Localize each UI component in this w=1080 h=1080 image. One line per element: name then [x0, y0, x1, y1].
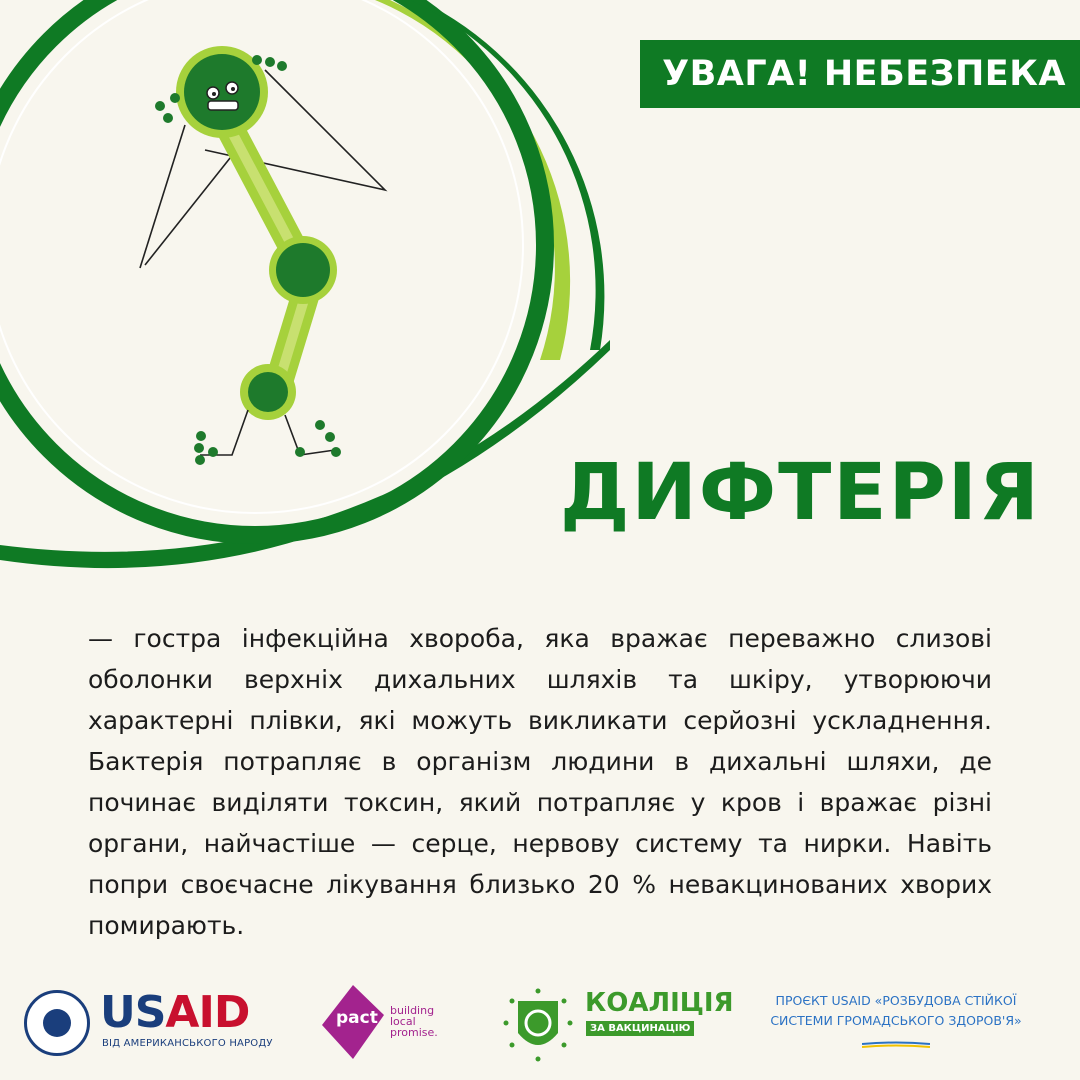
project-caption-line-1: ПРОЄКТ USAID «РОЗБУДОВА СТІЙКОЇ	[775, 993, 1017, 1008]
pact-tagline: building local promise.	[390, 1004, 438, 1039]
warning-banner-text: УВАГА! НЕБЕЗПЕКА	[662, 54, 1066, 94]
coalition-logo-icon	[500, 987, 576, 1063]
page-title: ДИФТЕРІЯ	[560, 448, 1041, 538]
usaid-seal-icon	[24, 990, 90, 1056]
project-flag-line-icon	[862, 1041, 930, 1049]
usaid-logo	[100, 987, 250, 1038]
usaid-logo-us: US	[100, 987, 166, 1038]
pact-logo: pact	[336, 1008, 378, 1028]
project-caption-line-2: СИСТЕМИ ГРОМАДСЬКОГО ЗДОРОВ'Я»	[770, 1013, 1022, 1028]
coalition-logo: КОАЛІЦІЯ	[585, 988, 734, 1018]
coalition-subtitle: ЗА ВАКЦИНАЦІЮ	[586, 1021, 694, 1036]
warning-banner	[640, 40, 1080, 108]
project-caption	[746, 991, 1046, 1031]
usaid-subtitle: ВІД АМЕРИКАНСЬКОГО НАРОДУ	[102, 1038, 273, 1049]
usaid-logo-aid: AID	[165, 987, 250, 1038]
partner-logos	[0, 975, 1080, 1065]
disease-description: — гостра інфекційна хвороба, яка вражає переважно слизові оболонки верхніх дихальних шляхів та шкіру, утворюючи характерні плівки, які можуть викликати серйозні ускладнення. Бактерія потрапляє в організм людини в дихальні шляхи, де починає виділяти токсин, який потрапляє у кров і вражає різні органи, найчастіше — серце, нервову систему та нирки. Навіть попри своєчасне лікування близько 20 % невакцинованих хворих помирають.	[88, 624, 992, 940]
